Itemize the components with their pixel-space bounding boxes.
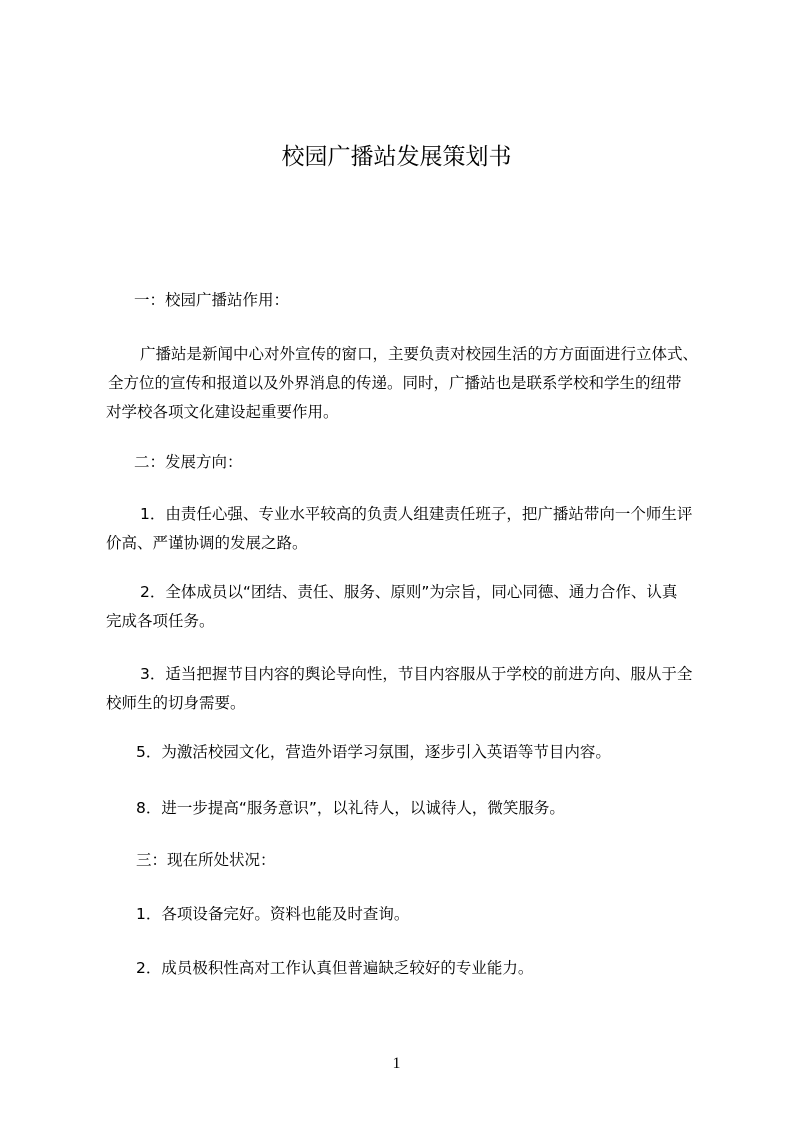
section-2-item-3 [106, 660, 716, 718]
list-item-line: 5．为激活校园文化，营造外语学习氛围，逐步引入英语等节目内容。 [136, 743, 611, 761]
list-item-line: 价高、严谨协调的发展之路。 [106, 534, 308, 552]
list-item-line: 3．适当把握节目内容的舆论导向性，节目内容服从于学校的前进方向、服从于全 [140, 665, 693, 683]
list-item-line: 完成各项任务。 [106, 612, 215, 630]
section-1-heading-text: 一：校园广播站作用： [134, 291, 290, 309]
list-item-line: 2．成员极积性高对工作认真但普遍缺乏较好的专业能力。 [136, 959, 534, 977]
section-3-heading [106, 846, 716, 875]
list-item-line: 1．各项设备完好。资料也能及时查询。 [136, 905, 410, 923]
section-2-heading [106, 448, 716, 477]
section-3-item-1 [106, 900, 716, 929]
section-2-heading-text: 二：发展方向： [134, 453, 243, 471]
section-2-item-8 [106, 794, 716, 823]
list-item-line: 校师生的切身需要。 [106, 694, 246, 712]
page-number: 1 [392, 1055, 401, 1072]
list-item-line: 8．进一步提高“服务意识”，以礼待人，以诚待人，微笑服务。 [136, 799, 565, 817]
section-1-paragraph [106, 340, 716, 427]
section-2-item-5 [106, 738, 716, 767]
section-1-heading [106, 286, 716, 315]
section-3-heading-text: 三：现在所处状况： [136, 851, 276, 869]
paragraph-line: 全方位的宣传和报道以及外界消息的传递。同时，广播站也是联系学校和学生的纽带 [108, 374, 682, 392]
list-item-line: 1．由责任心强、专业水平较高的负责人组建责任班子，把广播站带向一个师生评 [140, 505, 693, 523]
paragraph-line: 广播站是新闻中心对外宣传的窗口，主要负责对校园生活的方方面面进行立体式、 [140, 345, 699, 363]
document-title: 校园广播站发展策划书 [281, 144, 512, 170]
section-2-item-2 [106, 578, 716, 636]
list-item-line: 2．全体成员以“团结、责任、服务、原则”为宗旨，同心同德、通力合作、认真 [140, 583, 678, 601]
section-2-item-1 [106, 500, 716, 558]
paragraph-line: 对学校各项文化建设起重要作用。 [106, 403, 339, 421]
section-3-item-2 [106, 954, 716, 983]
